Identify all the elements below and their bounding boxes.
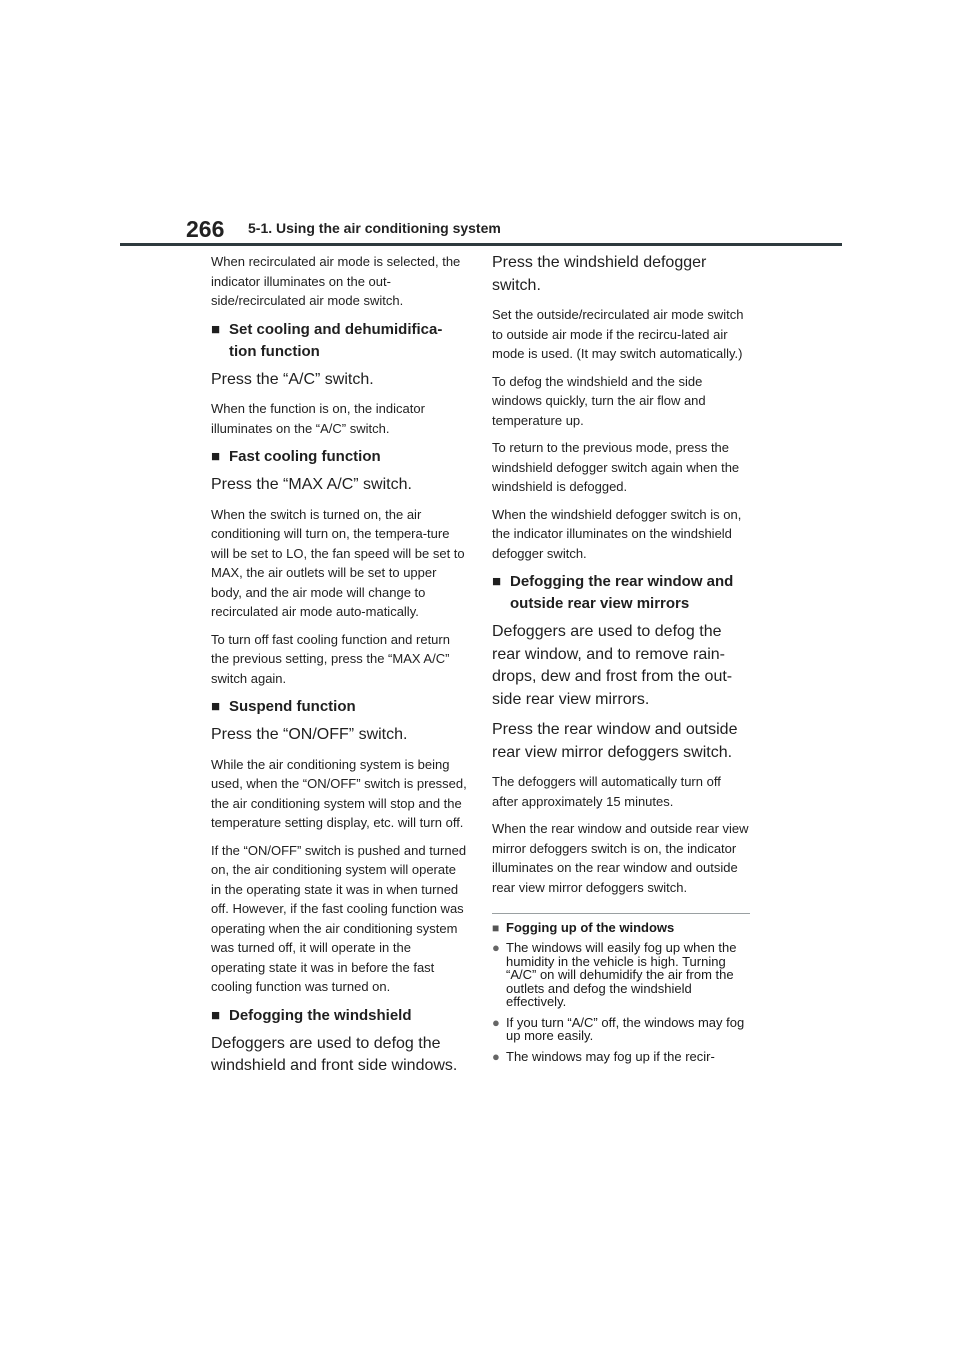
heading-suspend-text: Suspend function bbox=[229, 698, 356, 715]
square-bullet-icon: ■ bbox=[211, 698, 221, 715]
note-item-text: If you turn “A/C” off, the windows may fog up more easily. bbox=[506, 1014, 745, 1043]
left-column bbox=[211, 252, 467, 1086]
suspend-instruction: Press the “ON/OFF” switch. bbox=[211, 726, 408, 743]
notes-title-text: Fogging up of the windows bbox=[506, 920, 675, 935]
note-item-text: The windows may fog up if the recir- bbox=[506, 1048, 715, 1064]
defog-note-1: Set the outside/recirculated air mode switch to outside air mode if the recircu-lated air mode is used. (It may switch automatically.) bbox=[492, 307, 744, 361]
rear-defog-text-2: Press the rear window and outside rear view mirror defoggers switch. bbox=[492, 721, 738, 761]
fast-cooling-note-2: To turn off fast cooling function and return the previous setting, press the “MAX A/C” switch again. bbox=[211, 631, 450, 686]
heading-rear-defog-text: Defogging the rear window and outside rear view mirrors bbox=[510, 573, 734, 612]
circle-bullet-icon: ● bbox=[492, 1014, 500, 1030]
suspend-note-2: If the “ON/OFF” switch is pushed and turned on, the air conditioning system will operate in the operating state it was in when turned off. However, if the fast cooling function was operating when the air conditioning system was turned off, it will operate in the operating state it was in before the fast cooling function was turned on. bbox=[211, 842, 467, 994]
defog-instruction: Press the windshield defogger switch. bbox=[492, 254, 707, 294]
notes-title bbox=[492, 920, 750, 936]
cooling-note: When the function is on, the indicator illuminates on the “A/C” switch. bbox=[211, 401, 425, 436]
heading-rear-defog bbox=[492, 571, 750, 615]
section-title: 5-1. Using the air conditioning system bbox=[248, 220, 501, 236]
heading-defog-windshield-text: Defogging the windshield bbox=[229, 1006, 412, 1024]
heading-fast-cooling bbox=[211, 446, 467, 468]
heading-cooling bbox=[211, 319, 467, 363]
note-item bbox=[492, 1050, 750, 1064]
square-bullet-icon: ■ bbox=[211, 1006, 221, 1024]
note-item bbox=[492, 1016, 750, 1043]
right-column bbox=[492, 252, 750, 1070]
fast-cooling-instruction: Press the “MAX A/C” switch. bbox=[211, 476, 412, 493]
circle-bullet-icon: ● bbox=[492, 1048, 500, 1064]
heading-fast-cooling-text: Fast cooling function bbox=[229, 448, 381, 465]
rear-defog-note-1: The defoggers will automatically turn off after approximately 15 minutes. bbox=[492, 774, 721, 809]
header-rule bbox=[120, 243, 842, 246]
note-item-text: The windows will easily fog up when the humidity in the vehicle is high. Turning “A/C” on will dehumidify the air from the outlets and defog the windshield effectively. bbox=[506, 940, 737, 1009]
heading-suspend bbox=[211, 696, 467, 718]
defog-note-3: To return to the previous mode, press the windshield defogger switch again when the windshield is defogged. bbox=[492, 440, 740, 494]
heading-cooling-text: Set cooling and dehumidifica-tion function bbox=[229, 320, 443, 360]
fast-cooling-note-1: When the switch is turned on, the air conditioning will turn on, the tempera-ture will be set to LO, the fan speed will be set to MAX, the air outlets will be set to upper body, and the air mode will change to recirculated air mode auto-matically. bbox=[211, 506, 465, 619]
notes-divider bbox=[492, 913, 750, 914]
circle-bullet-icon: ● bbox=[492, 940, 500, 955]
defog-windshield-text: Defoggers are used to defog the windshield and front side windows. bbox=[211, 1034, 458, 1074]
suspend-note-1: While the air conditioning system is being used, when the “ON/OFF” switch is pressed, the air conditioning system will stop and the temperature setting display, etc. will turn off. bbox=[211, 756, 467, 830]
rear-defog-note-2: When the rear window and outside rear view mirror defoggers switch is on, the indicator illuminates on the rear window and outside rear view mirror defoggers switch. bbox=[492, 821, 749, 895]
cooling-instruction: Press the “A/C” switch. bbox=[211, 370, 374, 388]
page-number: 266 bbox=[186, 216, 225, 242]
square-bullet-icon: ■ bbox=[211, 448, 221, 465]
defog-note-2: To defog the windshield and the side windows quickly, turn the air flow and temperature up. bbox=[492, 373, 706, 428]
square-bullet-icon: ■ bbox=[492, 921, 500, 935]
square-bullet-icon: ■ bbox=[211, 320, 221, 338]
rear-defog-text-1: Defoggers are used to defog the rear window, and to remove rain-drops, dew and frost from the out-side rear view mirrors. bbox=[492, 623, 733, 708]
heading-defog-windshield bbox=[211, 1005, 467, 1027]
note-item bbox=[492, 941, 750, 1009]
defog-note-4: When the windshield defogger switch is on, the indicator illuminates on the windshield defogger switch. bbox=[492, 506, 742, 561]
recirculated-note: When recirculated air mode is selected, the indicator illuminates on the out-side/recirculated air mode switch. bbox=[211, 254, 461, 308]
square-bullet-icon: ■ bbox=[492, 573, 502, 590]
